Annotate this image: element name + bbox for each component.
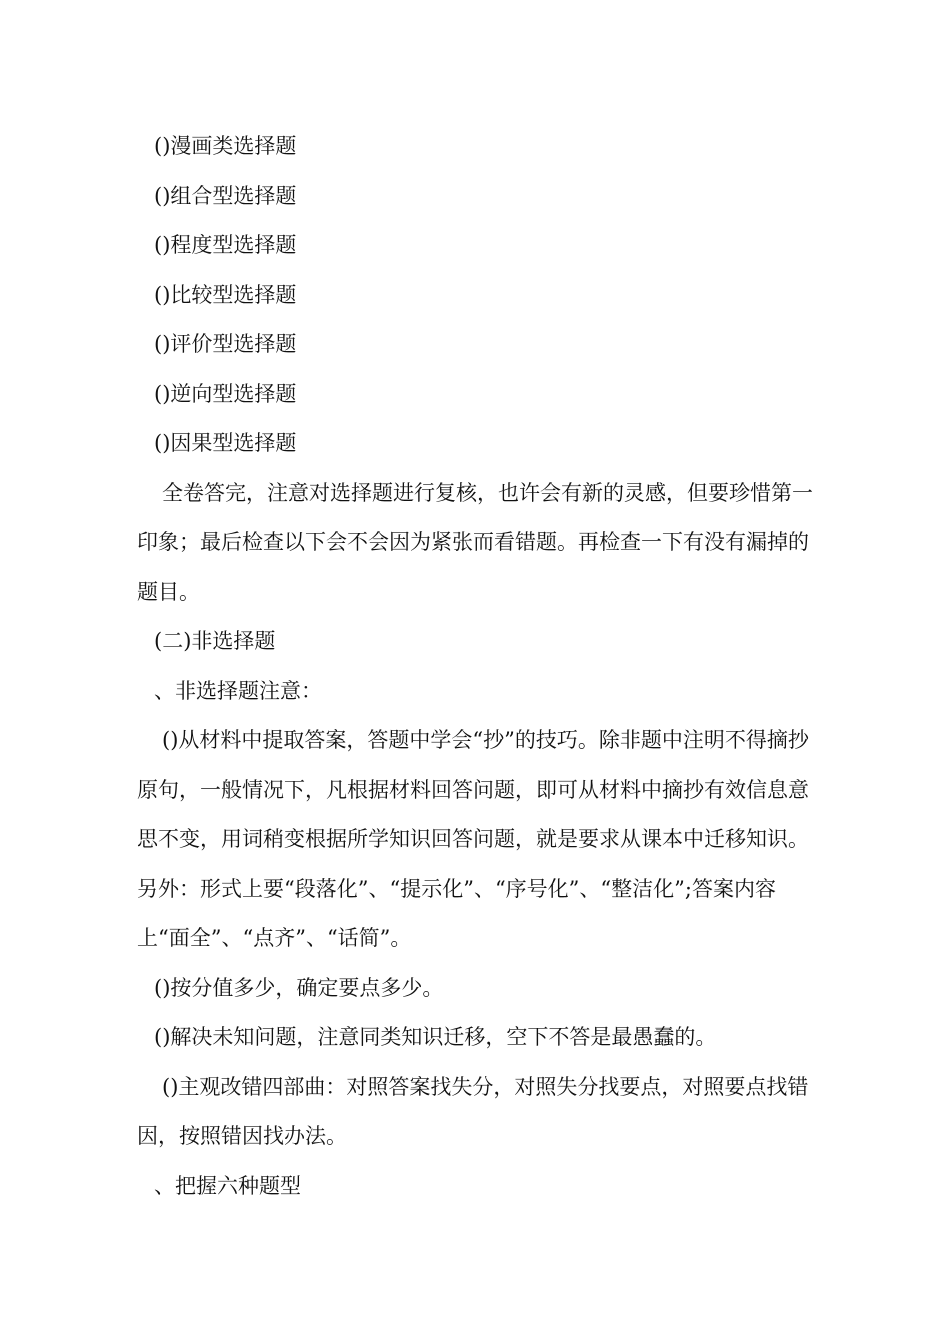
document-body: [137, 122, 813, 1211]
subheading-six-question-types: 、把握六种题型: [154, 1173, 301, 1198]
list-item-unknown-questions: ()解决未知问题，注意同类知识迁移，空下不答是最愚蠢的。: [154, 1025, 717, 1049]
list-item-degree-choice: ()程度型选择题: [154, 233, 297, 257]
paragraph-review-advice: 全卷答完，注意对选择题进行复核，也许会有新的灵感，但要珍惜第一印象；最后检查以下会不会因为紧张而看错题。再检查一下有没有漏掉的题目。: [137, 480, 813, 604]
paragraph-error-correction: ()主观改错四部曲：对照答案找失分，对照失分找要点，对照要点找错因，按照错因找办法。: [137, 1074, 809, 1148]
list-item-evaluation-choice: ()评价型选择题: [154, 332, 297, 356]
list-item-combination-choice: ()组合型选择题: [154, 183, 297, 208]
list-item-cause-effect-choice: ()因果型选择题: [154, 431, 297, 455]
list-item-comparison-choice: ()比较型选择题: [154, 282, 297, 307]
list-item-reverse-choice: ()逆向型选择题: [154, 381, 297, 406]
list-item-score-points: ()按分值多少，确定要点多少。: [154, 975, 444, 1000]
subheading-non-choice-notes: 、非选择题注意：: [154, 678, 322, 703]
list-item-comic-choice: ()漫画类选择题: [154, 134, 297, 158]
paragraph-extract-answers: ()从材料中提取答案，答题中学会“抄”的技巧。除非题中注明不得摘抄原句，一般情况下，凡根据材料回答问题，即可从材料中摘抄有效信息意思不变，用词稍变根据所学知识回答问题，就是要求从课本中迁移知识。另外：形式上要“段落化”、“提示化”、“序号化”、“整洁化”;答案内容上“面全”、“点齐”、“话简”。: [137, 728, 809, 950]
section-heading-non-choice: (二)非选择题: [154, 629, 276, 653]
